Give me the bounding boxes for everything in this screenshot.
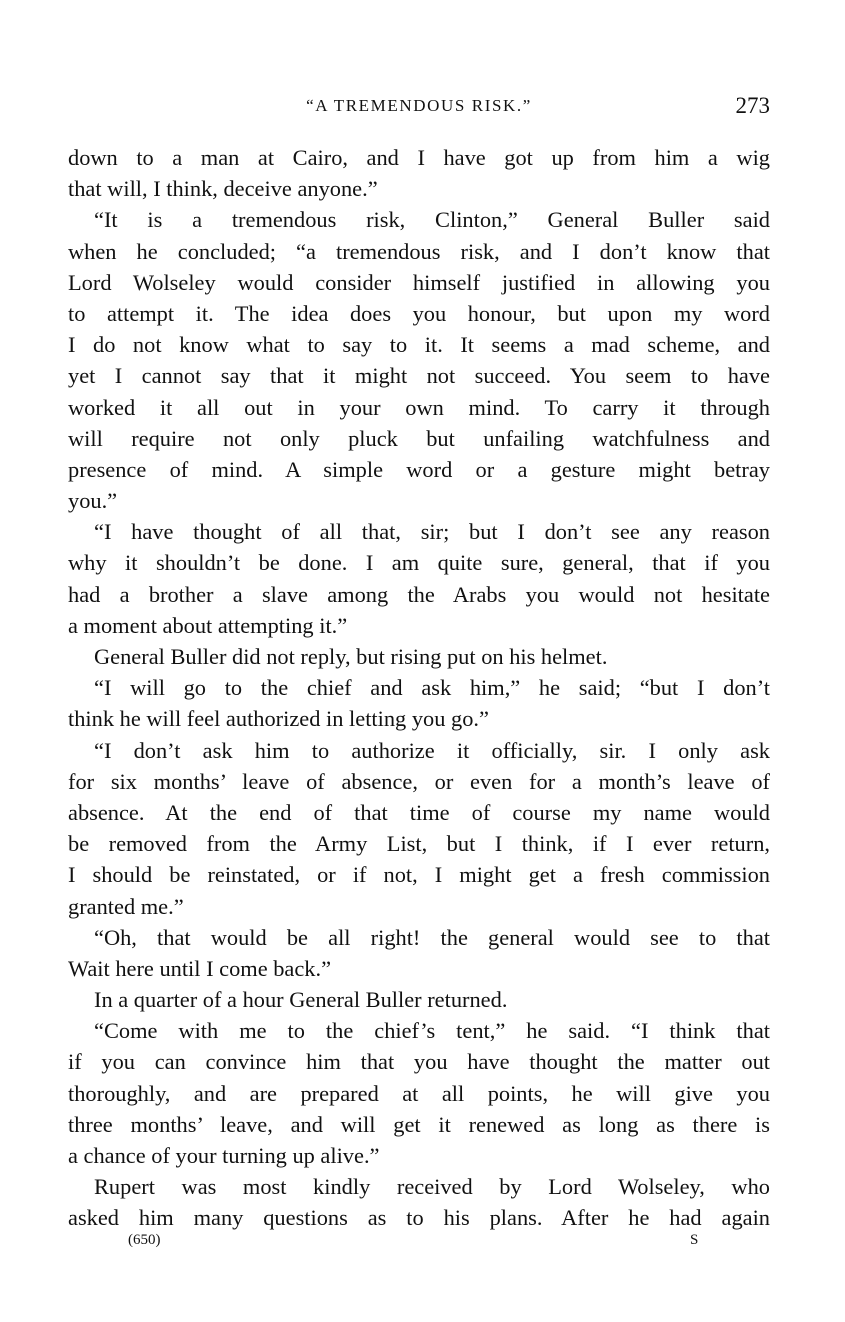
text-line: “I don’t ask him to authorize it officially, sir. I only ask (94, 737, 770, 763)
text-line: In a quarter of a hour General Buller returned. (94, 987, 508, 1013)
text-line: to attempt it. The idea does you honour, but upon my word (68, 300, 770, 326)
text-line: think he will feel authorized in letting you go.” (68, 706, 489, 732)
text-line: “Oh, that would be all right! the general would see to that (94, 924, 770, 950)
text-line: presence of mind. A simple word or a gesture might betray (68, 456, 770, 482)
text-line: you.” (68, 488, 118, 514)
running-title: “A TREMENDOUS RISK.” (306, 96, 532, 115)
text-line: Lord Wolseley would consider himself justified in allowing you (68, 269, 770, 295)
text-line: that will, I think, deceive anyone.” (68, 176, 378, 202)
text-line: a chance of your turning up alive.” (68, 1143, 380, 1168)
page-number: 273 (735, 93, 770, 118)
text-line: Wait here until I come back.” (68, 955, 332, 981)
text-line: “I will go to the chief and ask him,” he said; “but I don’t (94, 675, 770, 701)
text-line: “I have thought of all that, sir; but I don’t see any reason (94, 519, 770, 545)
text-line: thoroughly, and are prepared at all points, he will give you (68, 1080, 770, 1106)
page-footer (68, 1228, 770, 1252)
body-text (68, 142, 770, 1234)
text-line: absence. At the end of that time of course my name would (68, 799, 770, 825)
text-line: why it shouldn’t be done. I am quite sure, general, that if you (68, 550, 770, 576)
text-line: when he concluded; “a tremendous risk, and I don’t know that (68, 238, 770, 264)
text-line: if you can convince him that you have thought the matter out (68, 1049, 770, 1075)
signature-mark: S (690, 1232, 699, 1248)
text-line: Rupert was most kindly received by Lord Wolseley, who (94, 1174, 770, 1200)
text-line: for six months’ leave of absence, or even for a month’s leave of (68, 768, 770, 794)
text-line: down to a man at Cairo, and I have got up from him a wig (68, 145, 770, 170)
text-line: be removed from the Army List, but I think, if I ever return, (68, 831, 770, 857)
text-line: a moment about attempting it.” (68, 612, 348, 638)
text-line: had a brother a slave among the Arabs you would not hesitate (68, 581, 770, 607)
text-line: I do not know what to say to it. It seems a mad scheme, and (68, 332, 770, 358)
signature-code: (650) (128, 1232, 161, 1248)
text-line: asked him many questions as to his plans. After he had again (68, 1205, 770, 1231)
text-line: I should be reinstated, or if not, I might get a fresh commission (68, 862, 770, 888)
text-line: will require not only pluck but unfailing watchfulness and (68, 425, 770, 451)
text-line: General Buller did not reply, but rising put on his helmet. (94, 644, 608, 669)
text-line: granted me.” (68, 893, 184, 919)
text-line: “It is a tremendous risk, Clinton,” General Buller said (94, 207, 770, 233)
text-line: yet I cannot say that it might not succeed. You seem to have (68, 363, 770, 389)
running-head (68, 90, 770, 122)
text-line: worked it all out in your own mind. To carry it through (68, 394, 770, 420)
text-line: “Come with me to the chief’s tent,” he said. “I think that (94, 1018, 770, 1044)
text-line: three months’ leave, and will get it renewed as long as there is (68, 1111, 770, 1137)
